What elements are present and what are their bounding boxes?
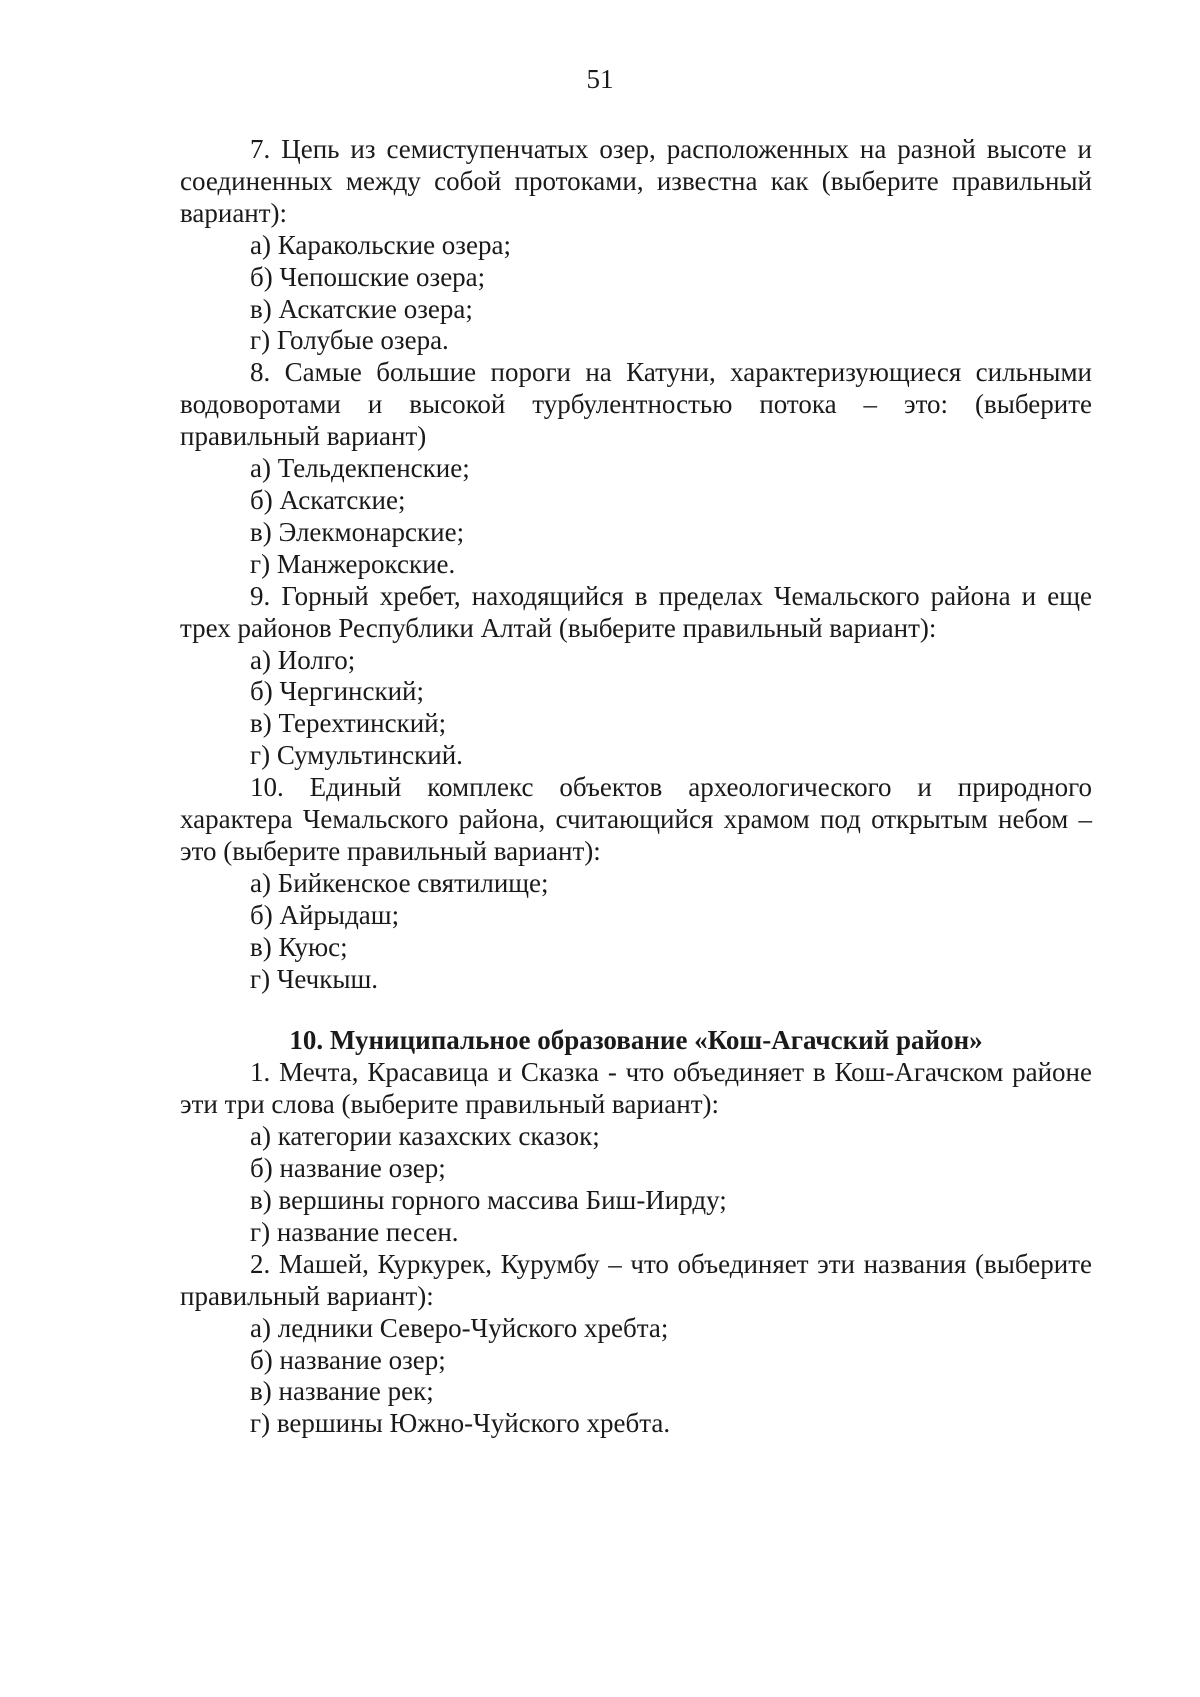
question-8 [180,357,1092,580]
answer-option: г) название песен. [250,1216,459,1247]
question-text: 10. Единый комплекс объектов археологического и природного характера Чемальского района, считающийся храмом под открытым небом – это (выберите правильный вариант): [180,772,1092,866]
question-9 [180,581,1092,772]
answer-option: г) Сумультинский. [250,740,463,771]
answer-option: а) Каракольские озера; [250,229,511,260]
page-number: 51 [586,64,614,94]
answer-option: г) Манжерокские. [250,548,456,579]
answer-option: б) название озер; [250,1153,446,1184]
question-text: 1. Мечта, Красавица и Сказка - что объединяет в Кош-Агачском районе эти три слова (выберите правильный вариант): [180,1057,1092,1120]
answer-option: г) Голубые озера. [250,325,449,356]
answer-option: б) Аскатские; [250,484,406,515]
answer-option: а) категории казахских сказок; [250,1121,600,1152]
answer-option: а) Тельдекпенские; [250,453,470,484]
answer-option: в) Аскатские озера; [250,293,473,324]
answer-option: г) Чечкыш. [250,963,379,994]
answer-option: а) Иолго; [250,644,356,675]
question-7 [180,134,1092,357]
section-question-2 [180,1249,1092,1440]
answer-option: а) ледники Северо-Чуйского хребта; [250,1312,669,1343]
question-text: 7. Цепь из семиступенчатых озер, расположенных на разной высоте и соединенных между собой протоками, известна как (выберите правильный вариант): [180,134,1092,228]
question-10 [180,772,1092,995]
question-text: 9. Горный хребет, находящийся в пределах Чемальского района и еще трех районов Республики Алтай (выберите правильный вариант): [180,580,1092,643]
section-title: 10. Муниципальное образование «Кош-Агачский район» [289,1025,983,1056]
answer-option: в) Терехтинский; [250,708,447,739]
answer-option: в) вершины горного массива Биш-Иирду; [250,1185,727,1215]
document-body [180,134,1092,1440]
section-question-1 [180,1057,1092,1248]
question-text: 8. Самые большие пороги на Катуни, характеризующиеся сильными водоворотами и высокой турбулентностью потока – это: (выберите правильный вариант) [180,357,1092,452]
answer-option: б) Айрыдаш; [250,899,400,930]
answer-option: б) Чергинский; [250,676,424,707]
answer-option: б) Чепошские озера; [250,261,486,292]
answer-option: г) вершины Южно-Чуйского хребта. [250,1408,671,1439]
answer-option: а) Бийкенское святилище; [250,867,549,898]
answer-option: в) Элекмонарские; [250,516,465,547]
answer-option: в) название рек; [250,1376,434,1407]
question-text: 2. Машей, Куркурек, Курумбу – что объединяет эти названия (выберите правильный вариант): [180,1248,1092,1311]
answer-option: б) название озер; [250,1344,446,1375]
answer-option: в) Куюс; [250,931,348,962]
